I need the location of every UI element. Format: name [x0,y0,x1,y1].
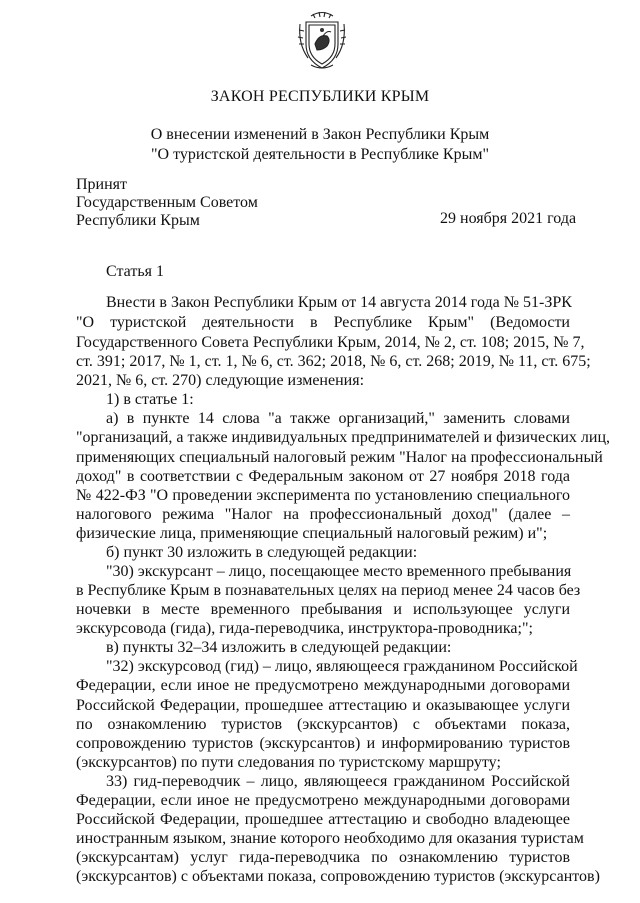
adoption-line-2: Государственным Советом [76,194,258,211]
body-line: применяющих специальный налоговый режим "Налог на профессиональный [76,449,603,466]
body-line: "32) экскурсовод (гид) – лицо, являющееся гражданином Российской [106,658,578,675]
adoption-date: 29 ноября 2021 года [440,210,577,227]
body-line: физические лица, применяющие специальный налоговый режим) и"; [76,525,548,542]
body-line: в Республике Крым в познавательных целях на период менее 24 часов без [76,582,581,599]
body-line: Федерации, если иное не предусмотрено международными договорами [76,677,570,694]
body-line: Российской Федерации, прошедшее аттестацию и оказывающее услуги [76,697,570,714]
body-line: в) пункты 32–34 изложить в следующей редакции: [106,639,452,656]
article-heading: Статья 1 [106,263,164,280]
law-subtitle-line-2: "О туристской деятельности в Республике Крым" [151,146,489,163]
coat-of-arms-emblem-icon [297,10,347,72]
body-line: по ознакомлению туристов (экскурсантов) с объектами показа, [76,716,570,733]
body-line: экскурсовода (гида), гида-переводчика, инструктора-проводника;"; [76,620,533,637]
body-line: (экскурсантам) услуг гида-переводчика по ознакомлению туристов [76,849,570,866]
body-line: 1) в статье 1: [106,391,194,408]
body-line: а) в пункте 14 слова "а также организаций," заменить словами [106,410,570,427]
body-line: б) пункт 30 изложить в следующей редакции: [106,544,418,561]
body-line: (экскурсантов) с объектами показа, сопровождению туристов (экскурсантов) [76,868,600,885]
body-line: сопровождению туристов (экскурсантов) и информированию туристов [76,735,570,752]
body-line: 33) гид-переводчик – лицо, являющееся гражданином Российской [106,773,570,790]
body-line: доход" в соответствии с Федеральным законом от 27 ноября 2018 года [76,468,570,485]
body-line: Государственного Совета Республики Крым, 2014, № 2, ст. 108; 2015, № 7, [76,334,585,351]
body-line: Российской Федерации, прошедшее аттестацию и свободно владеющее [76,811,570,828]
adoption-line-1: Принят [76,176,128,193]
body-line: "30) экскурсант – лицо, посещающее место временного пребывания [106,563,572,580]
law-subtitle-line-1: О внесении изменений в Закон Республики Крым [150,126,490,143]
body-line: Федерации, если иное не предусмотрено международными договорами [76,792,570,809]
body-line: "О туристской деятельности в Республике Крым" (Ведомости [76,314,570,331]
body-line: Внести в Закон Республики Крым от 14 августа 2014 года № 51-ЗРК [106,294,572,311]
law-title: ЗАКОН РЕСПУБЛИКИ КРЫМ [210,88,430,105]
body-line: "организаций, а также индивидуальных предпринимателей и физических лиц, [76,429,611,446]
body-line: (экскурсантов) по пути следования по туристскому маршруту; [76,754,501,771]
body-line: налогового режима "Налог на профессиональный доход" (далее – [76,506,570,523]
body-line: иностранным языком, знание которого необходимо для оказания туристам [76,830,584,847]
body-line: № 422-ФЗ "О проведении эксперимента по установлению специального [76,487,570,504]
body-line: ст. 391; 2017, № 1, ст. 1, № 6, ст. 362; 2018, № 6, ст. 268; 2019, № 11, ст. 675; [76,353,591,370]
adoption-line-3: Республики Крым [76,212,200,229]
body-line: ночевки в месте временного пребывания и использующее услуги [76,601,570,618]
body-line: 2021, № 6, ст. 270) следующие изменения: [76,372,365,389]
